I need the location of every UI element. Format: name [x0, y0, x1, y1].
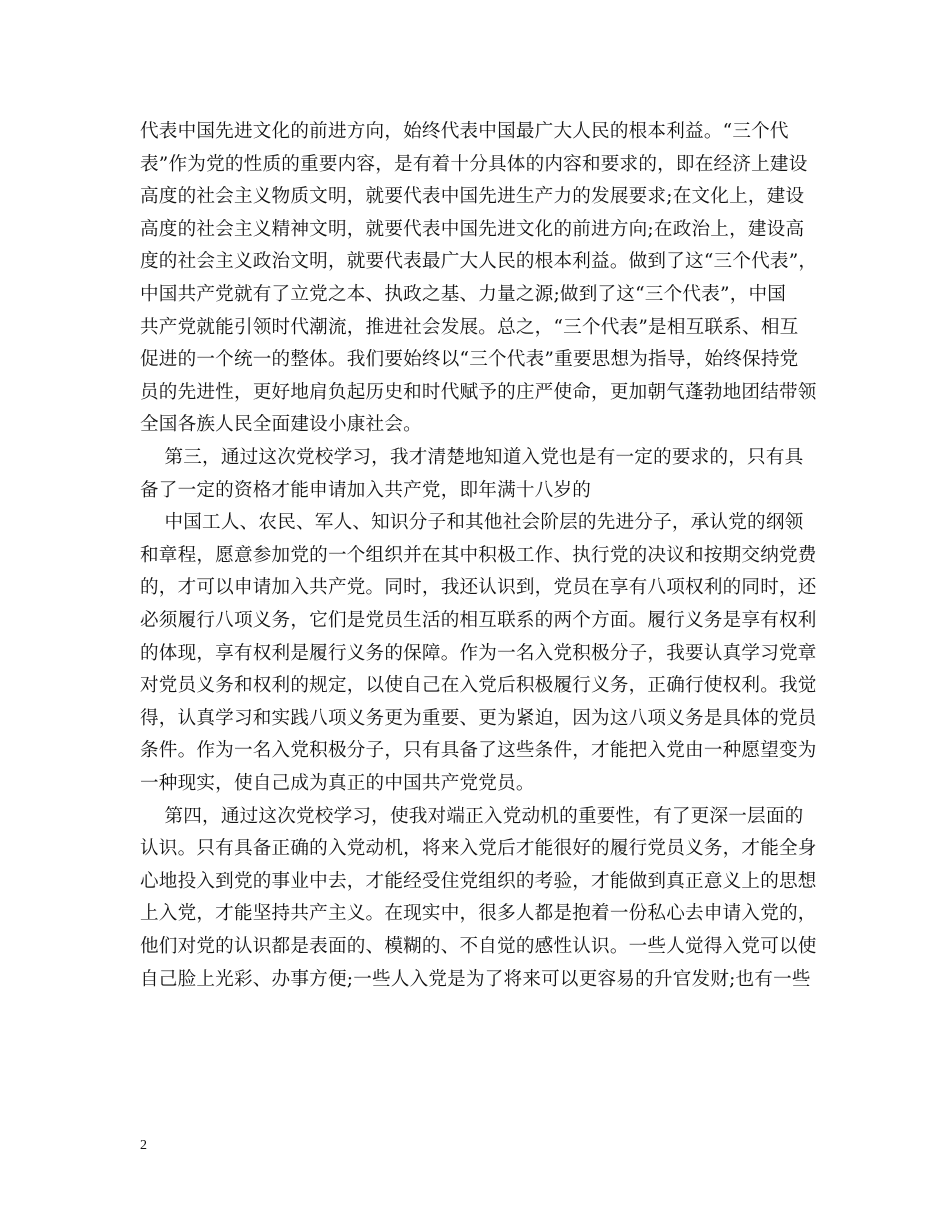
text-line: 共产党就能引领时代潮流，推进社会发展。总之，“三个代表”是相互联系、相互 [140, 316, 799, 338]
text-line: 中国工人、农民、军人、知识分子和其他社会阶层的先进分子，承认党的纲领 [140, 512, 804, 534]
text-line: 第三，通过这次党校学习，我才清楚地知道入党也是有一定的要求的，只有具 [140, 447, 804, 468]
text-line: 代表中国先进文化的前进方向，始终代表中国最广大人民的根本利益。“三个代 [140, 121, 789, 142]
page-number: 2 [140, 1138, 147, 1153]
text-line: 员的先进性，更好地肩负起历史和时代赋予的庄严使命，更加朝气蓬勃地团结带领 [140, 381, 817, 403]
text-line: 表”作为党的性质的重要内容，是有着十分具体的内容和要求的，即在经济上建设 [140, 153, 808, 175]
text-line: 第四，通过这次党校学习，使我对端正入党动机的重要性，有了更深一层面的 [140, 805, 804, 827]
text-line: 上入党，才能坚持共产主义。在现实中，很多人都是抱着一份私心去申请入党的， [140, 903, 817, 925]
text-line: 促进的一个统一的整体。我们要始终以“三个代表”重要思想为指导，始终保持党 [140, 349, 799, 371]
text-line: 备了一定的资格才能申请加入共产党，即年满十八岁的 [140, 479, 592, 501]
text-line: 得，认真学习和实践八项义务更为重要、更为紧迫，因为这八项义务是具体的党员 [140, 707, 817, 729]
text-line: 和章程，愿意参加党的一个组织并在其中积极工作、执行党的决议和按期交纳党费 [140, 544, 817, 566]
text-line: 自己脸上光彩、办事方便;一些人入党是为了将来可以更容易的升官发财;也有一些 [140, 968, 811, 990]
text-line: 度的社会主义政治文明，就要代表最广大人民的根本利益。做到了这“三个代表”， [140, 251, 818, 273]
text-line: 条件。作为一名入党积极分子，只有具备了这些条件，才能把入党由一种愿望变为 [140, 740, 817, 762]
text-line: 高度的社会主义精神文明，就要代表中国先进文化的前进方向;在政治上，建设高 [140, 218, 805, 240]
text-line: 认识。只有具备正确的入党动机，将来入党后才能很好的履行党员义务，才能全身 [140, 838, 817, 860]
text-line: 全国各族人民全面建设小康社会。 [140, 414, 422, 436]
text-line: 一种现实，使自己成为真正的中国共产党党员。 [140, 773, 535, 794]
text-line: 他们对党的认识都是表面的、模糊的、不自觉的感性认识。一些人觉得入党可以使 [140, 936, 817, 957]
text-line: 的体现，享有权利是履行义务的保障。作为一名入党积极分子，我要认真学习党章 [140, 642, 817, 664]
text-line: 心地投入到党的事业中去，才能经受住党组织的考验，才能做到真正意义上的思想 [140, 870, 817, 892]
text-line: 高度的社会主义物质文明，就要代表中国先进生产力的发展要求;在文化上，建设 [140, 186, 805, 208]
text-line: 对党员义务和权利的规定，以使自己在入党后积极履行义务，正确行使权利。我觉 [140, 675, 817, 697]
text-line: 的，才可以申请加入共产党。同时，我还认识到，党员在享有八项权利的同时，还 [140, 577, 817, 599]
text-line: 中国共产党就有了立党之本、执政之基、力量之源;做到了这“三个代表”，中国 [140, 284, 787, 305]
text-line: 必须履行八项义务，它们是党员生活的相互联系的两个方面。履行义务是享有权利 [140, 610, 817, 631]
